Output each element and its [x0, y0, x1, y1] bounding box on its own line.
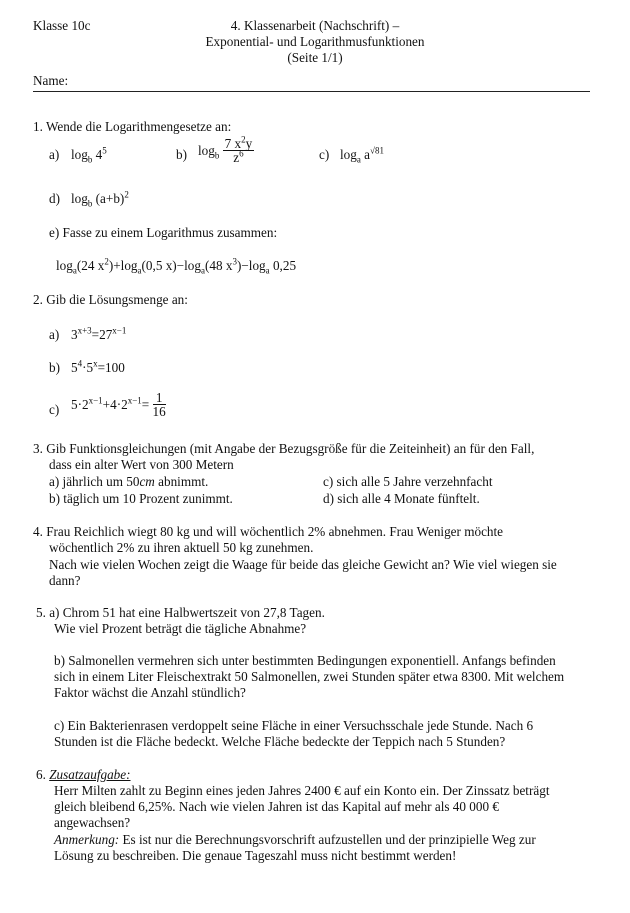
q1a-expression: $\log_b 4^5$: [71, 145, 107, 165]
q5a-line-2: Wie viel Prozent beträgt die tägliche Abnahme?: [54, 621, 307, 636]
q6-number: 6.: [36, 767, 46, 782]
q5b-line-2: sich in einem Liter Fleischextrakt 50 Salmonellen, zwei Stunden später etwa 8300. Mit welchem: [54, 669, 565, 684]
name-label: Name:: [33, 73, 69, 88]
class-label: Klasse 10c: [33, 18, 91, 33]
q1d-label: d): [49, 191, 60, 206]
q1c-label: c): [319, 147, 330, 162]
q1-heading: 1. Wende die Logarithmengesetze an:: [33, 119, 232, 134]
q5b-line-1: b) Salmonellen vermehren sich unter bestimmten Bedingungen exponentiell. Anfangs befinden: [54, 653, 556, 668]
q5c-line-2: Stunden ist die Fläche bedeckt. Welche Fläche bedeckte der Teppich nach 5 Stunden?: [54, 734, 506, 749]
name-line: [33, 91, 590, 92]
q6-note-label: Anmerkung:: [54, 832, 120, 847]
q6-title: Zusatzaufgabe:: [49, 767, 131, 782]
q1e-expression: $\log_a(24$ $x^2)+\log_a(0,5$ $x)-\log_a(48$ $x^3)-\log_a$ 0,25: [56, 256, 297, 276]
q2c-label: c): [49, 402, 60, 417]
q4-line-1: 4. Frau Reichlich wiegt 80 kg und will wöchentlich 2% abnehmen. Frau Weniger möchte: [33, 524, 504, 539]
q3-line-2: dass ein alter Wert von 300 Metern: [49, 457, 234, 472]
q6-line-1: Herr Milten zahlt zu Beginn eines jeden Jahres 2400 € auf ein Konto ein. Der Zinssatz beträgt: [54, 783, 550, 798]
q4-line-2: wöchentlich 2% zu ihren aktuell 50 kg zunehmen.: [49, 540, 314, 555]
q2-heading: 2. Gib die Lösungsmenge an:: [33, 292, 188, 307]
q5c-line-1: c) Ein Bakterienrasen verdoppelt seine Fläche in einer Versuchsschale jede Stunde. Nach 6: [54, 718, 534, 733]
q2a-label: a): [49, 327, 60, 342]
q1b-label: b): [176, 147, 187, 162]
q2a-expression: $3^{x+3}=27^{x-1}$: [71, 325, 127, 342]
q6-line-3: angewachsen?: [54, 815, 131, 830]
q1c-expression: $\log_a a^{√81}$: [340, 145, 384, 165]
q4-line-3: Nach wie vielen Wochen zeigt die Waage für beide das gleiche Gewicht an? Wie viel wiegen sie: [49, 557, 557, 572]
q6-heading: [36, 767, 131, 783]
q2b-expression: $5^4\cdot 5^x=100$: [71, 358, 125, 375]
q2c-expression: $5\cdot 2^{x-1}+4\cdot 2^{x-1}=$ $\frac{1}{16}$: [71, 390, 166, 419]
title-line-3: (Seite 1/1): [287, 50, 343, 65]
q1b-expression: $\log_b$ $\frac{7 x^2y}{z^6}$: [198, 134, 253, 165]
q6-line-2: gleich bleibend 6,25%. Nach wie vielen Jahren ist das Kapital auf mehr als 40 000 €: [54, 799, 499, 814]
q5a-line-1: 5. a) Chrom 51 hat eine Halbwertszeit von 27,8 Tagen.: [36, 605, 325, 620]
title-line-2: Exponential- und Logarithmusfunktionen: [205, 34, 425, 49]
q3b-text: b) täglich um 10 Prozent zunimmt.: [49, 491, 233, 506]
q5b-line-3: Faktor wächst die Anzahl stündlich?: [54, 685, 246, 700]
title-line-1: 4. Klassenarbeit (Nachschrift) –: [230, 18, 400, 33]
q3-line-1: 3. Gib Funktionsgleichungen (mit Angabe der Bezugsgröße für die Zeiteinheit) an für den Fall,: [33, 441, 535, 456]
q1e-text: e) Fasse zu einem Logarithmus zusammen:: [49, 225, 278, 240]
q1d-expression: $\log_b (a+b)^2$: [71, 189, 129, 209]
q3a-text: a) jährlich um 50cm abnimmt.: [49, 474, 209, 489]
q6-note-line-1: Anmerkung: Es ist nur die Berechnungsvorschrift aufzustellen und der prinzipielle Weg zur: [54, 832, 536, 847]
q3c-text: c) sich alle 5 Jahre verzehnfacht: [323, 474, 493, 489]
q6-note-line-2: Lösung zu beschreiben. Die genaue Tageszahl muss nicht bestimmt werden!: [54, 848, 457, 863]
q1a-label: a): [49, 147, 60, 162]
q2b-label: b): [49, 360, 60, 375]
q3d-text: d) sich alle 4 Monate fünftelt.: [323, 491, 480, 506]
q4-line-4: dann?: [49, 573, 81, 588]
